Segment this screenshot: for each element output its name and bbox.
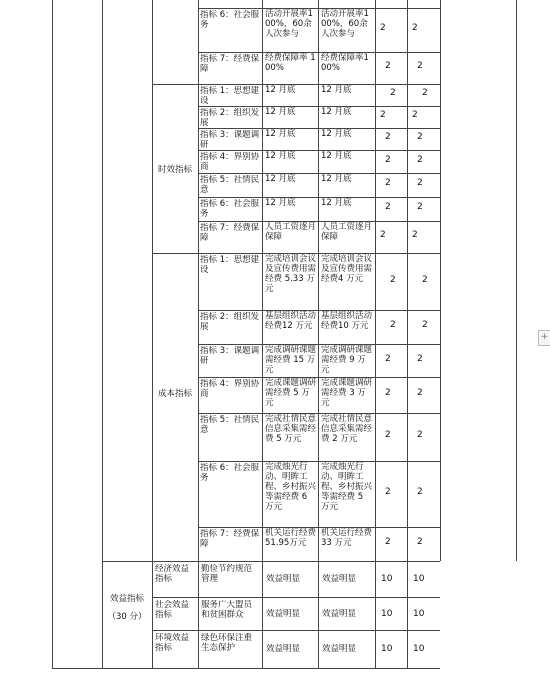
table-border-vertical <box>198 0 199 668</box>
actual-value-cell: 12 月底 <box>321 198 352 208</box>
weight-cell: 2 <box>390 320 396 330</box>
score-cell: 2 <box>417 154 423 165</box>
weight-cell: 2 <box>390 274 396 285</box>
target-value-cell: 完成课题调研需经费 5 万元 <box>265 378 316 408</box>
weight-cell: 2 <box>385 537 391 547</box>
weight-cell: 10 <box>381 574 393 584</box>
table-row-divider <box>198 173 440 174</box>
target-value-cell: 效益明显 <box>266 608 301 619</box>
score-cell: 10 <box>413 574 425 584</box>
target-value-cell: 基层组织活动经费12 万元 <box>265 311 316 331</box>
table-section-divider <box>152 253 440 254</box>
weight-cell: 2 <box>385 154 391 165</box>
indicator-cell: 勤俭节约规范管理 <box>201 564 253 584</box>
target-value-cell: 效益明显 <box>266 644 301 654</box>
actual-value-cell: 12 月底 <box>321 129 352 139</box>
score-cell: 2 <box>417 353 423 364</box>
cost-group-label: 成本指标 <box>157 389 192 399</box>
table-border-vertical <box>375 0 376 668</box>
target-value-cell: 活动开展率100%，60余人次参与 <box>265 9 313 39</box>
actual-value-cell: 12 月底 <box>321 174 352 184</box>
score-cell: 2 <box>417 388 423 398</box>
actual-value-cell: 效益明显 <box>322 644 357 654</box>
score-cell: 10 <box>413 644 425 654</box>
indicator-cell: 服务广大盟员和贫困群众 <box>201 600 253 620</box>
actual-value-cell: 完成调研课题需经费 9 万元 <box>321 345 373 375</box>
weight-cell: 2 <box>385 202 391 212</box>
target-value-cell: 12 月底 <box>265 151 296 161</box>
score-cell: 2 <box>417 132 423 142</box>
target-value-cell: 完成社情民意信息采集需经费 5 万元 <box>265 414 316 444</box>
actual-value-cell: 12 月底 <box>321 107 352 117</box>
indicator-cell: 指标 3：课题调研 <box>200 346 260 366</box>
indicator-cell: 指标 7：经费保障 <box>200 529 260 549</box>
indicator-cell: 指标 4：界别协商 <box>200 379 260 399</box>
indicator-cell: 指标 6：社会服务 <box>200 463 260 483</box>
score-cell: 2 <box>422 274 428 285</box>
score-cell: 2 <box>417 487 423 497</box>
table-row-divider <box>198 377 440 378</box>
indicator-cell: 指标 4：界别协商 <box>200 152 260 172</box>
score-cell: 10 <box>413 608 425 619</box>
weight-cell: 2 <box>385 132 391 142</box>
table-border-vertical <box>262 0 263 668</box>
benefit-category-cell: 环境效益指标 <box>155 633 190 653</box>
weight-cell: 2 <box>390 88 396 98</box>
table-row-divider <box>198 413 440 414</box>
indicator-cell: 指标 6：社会服务 <box>200 199 260 219</box>
target-value-cell: 12 月底 <box>265 107 296 117</box>
target-value-cell: 机关运行经费 51.95万元 <box>265 528 316 548</box>
actual-value-cell: 活动开展率100%，60余人次参与 <box>321 9 369 39</box>
actual-value-cell: 完成烛光行动、明眸工程、乡村振兴等需经费 5 万元 <box>321 462 373 512</box>
target-value-cell: 完成调研课题需经费 15 万元 <box>265 345 316 375</box>
add-column-handle[interactable]: + <box>538 330 550 346</box>
score-cell: 2 <box>422 320 428 330</box>
weight-cell: 2 <box>385 388 391 398</box>
table-border-vertical <box>152 0 153 668</box>
indicator-cell: 指标 2：组织发展 <box>200 312 260 332</box>
indicator-cell: 指标 5：社情民意 <box>200 175 260 195</box>
target-value-cell: 完成培训会议及宣传费用需经费 5.33 万元 <box>265 254 316 294</box>
indicator-cell: 指标 1：思想建设 <box>200 86 260 105</box>
table-row-divider <box>198 150 440 151</box>
weight-cell: 2 <box>380 110 386 120</box>
table-row-divider <box>198 8 440 9</box>
table-section-divider <box>152 84 440 85</box>
score-cell: 2 <box>417 202 423 212</box>
weight-cell: 2 <box>385 61 391 71</box>
score-cell: 2 <box>412 23 418 33</box>
indicator-cell: 指标 1：思想建设 <box>200 255 260 275</box>
table-bottom-border <box>52 668 440 669</box>
score-cell: 2 <box>412 230 418 240</box>
table-border-vertical <box>52 0 53 668</box>
target-value-cell: 12 月底 <box>265 129 296 139</box>
weight-cell: 10 <box>381 608 393 619</box>
actual-value-cell: 效益明显 <box>322 574 357 584</box>
benefit-group-label: 效益指标 <box>109 594 144 604</box>
target-value-cell: 经费保障率 100% <box>265 53 316 73</box>
weight-cell: 2 <box>385 487 391 497</box>
actual-value-cell: 基层组织活动经费10 万元 <box>321 311 373 331</box>
actual-value-cell: 机关运行经费 33 万元 <box>321 528 373 548</box>
table-row-divider <box>152 630 440 631</box>
table-row-divider <box>198 221 440 222</box>
actual-value-cell: 完成培训会议及宣传费用需经费4 万元 <box>321 254 373 284</box>
indicator-cell: 绿色环保注重生态保护 <box>201 633 253 653</box>
target-value-cell: 完成烛光行动、明眸工程、乡村振兴等需经费 6 万元 <box>265 462 316 512</box>
table-row-divider <box>198 128 440 129</box>
table-row-divider <box>198 106 440 107</box>
indicator-cell: 指标 7：经费保障 <box>200 223 260 243</box>
target-value-cell: 12 月底 <box>265 198 296 208</box>
indicator-cell: 指标 7：经费保障 <box>200 54 260 74</box>
score-cell: 2 <box>417 61 423 71</box>
table-border-vertical <box>407 0 408 668</box>
weight-cell: 2 <box>385 353 391 364</box>
actual-value-cell: 完成社情民意信息采集需经费 2 万元 <box>321 414 373 444</box>
actual-value-cell: 经费保障率100% <box>321 53 369 73</box>
indicator-cell: 指标 5：社情民意 <box>200 415 260 435</box>
weight-cell: 10 <box>381 644 393 654</box>
indicator-cell: 指标 2：组织发展 <box>200 108 260 127</box>
indicator-cell: 指标 3：课题调研 <box>200 130 260 149</box>
table-row-divider <box>198 461 440 462</box>
table-section-divider <box>102 561 440 562</box>
weight-cell: 2 <box>380 230 386 240</box>
target-value-cell: 效益明显 <box>266 574 301 584</box>
table-border-vertical <box>102 0 103 668</box>
benefit-category-cell: 经济效益指标 <box>155 564 190 584</box>
timeliness-group-label: 时效指标 <box>157 165 192 175</box>
score-cell: 2 <box>417 178 423 188</box>
table-row-divider <box>198 52 440 53</box>
table-row-divider <box>152 597 440 598</box>
actual-value-cell: 12 月底 <box>321 151 352 161</box>
score-cell: 2 <box>417 537 423 547</box>
table-row-divider <box>198 310 440 311</box>
weight-cell: 2 <box>380 23 386 33</box>
indicator-cell: 指标 6：社会服务 <box>200 10 260 30</box>
actual-value-cell: 完成课题调研需经费 3 万元 <box>321 378 373 408</box>
target-value-cell: 人员工资逐月保障 <box>265 222 316 242</box>
target-value-cell: 12 月底 <box>265 174 296 184</box>
table-border-vertical <box>440 0 441 561</box>
benefit-score-label: （30 分） <box>107 612 147 622</box>
score-cell: 2 <box>412 110 418 120</box>
target-value-cell: 12 月底 <box>265 85 296 95</box>
actual-value-cell: 效益明显 <box>322 608 357 619</box>
benefit-category-cell: 社会效益指标 <box>155 600 190 620</box>
weight-cell: 2 <box>385 178 391 188</box>
score-cell: 2 <box>417 430 423 440</box>
actual-value-cell: 12 月底 <box>321 85 352 95</box>
table-row-divider <box>198 197 440 198</box>
table-border-vertical <box>516 0 517 561</box>
table-row-divider <box>198 527 440 528</box>
actual-value-cell: 人员工资逐月保障 <box>321 222 373 242</box>
table-row-divider <box>198 344 440 345</box>
score-cell: 2 <box>422 88 428 98</box>
table-border-vertical <box>318 0 319 668</box>
weight-cell: 2 <box>385 430 391 440</box>
